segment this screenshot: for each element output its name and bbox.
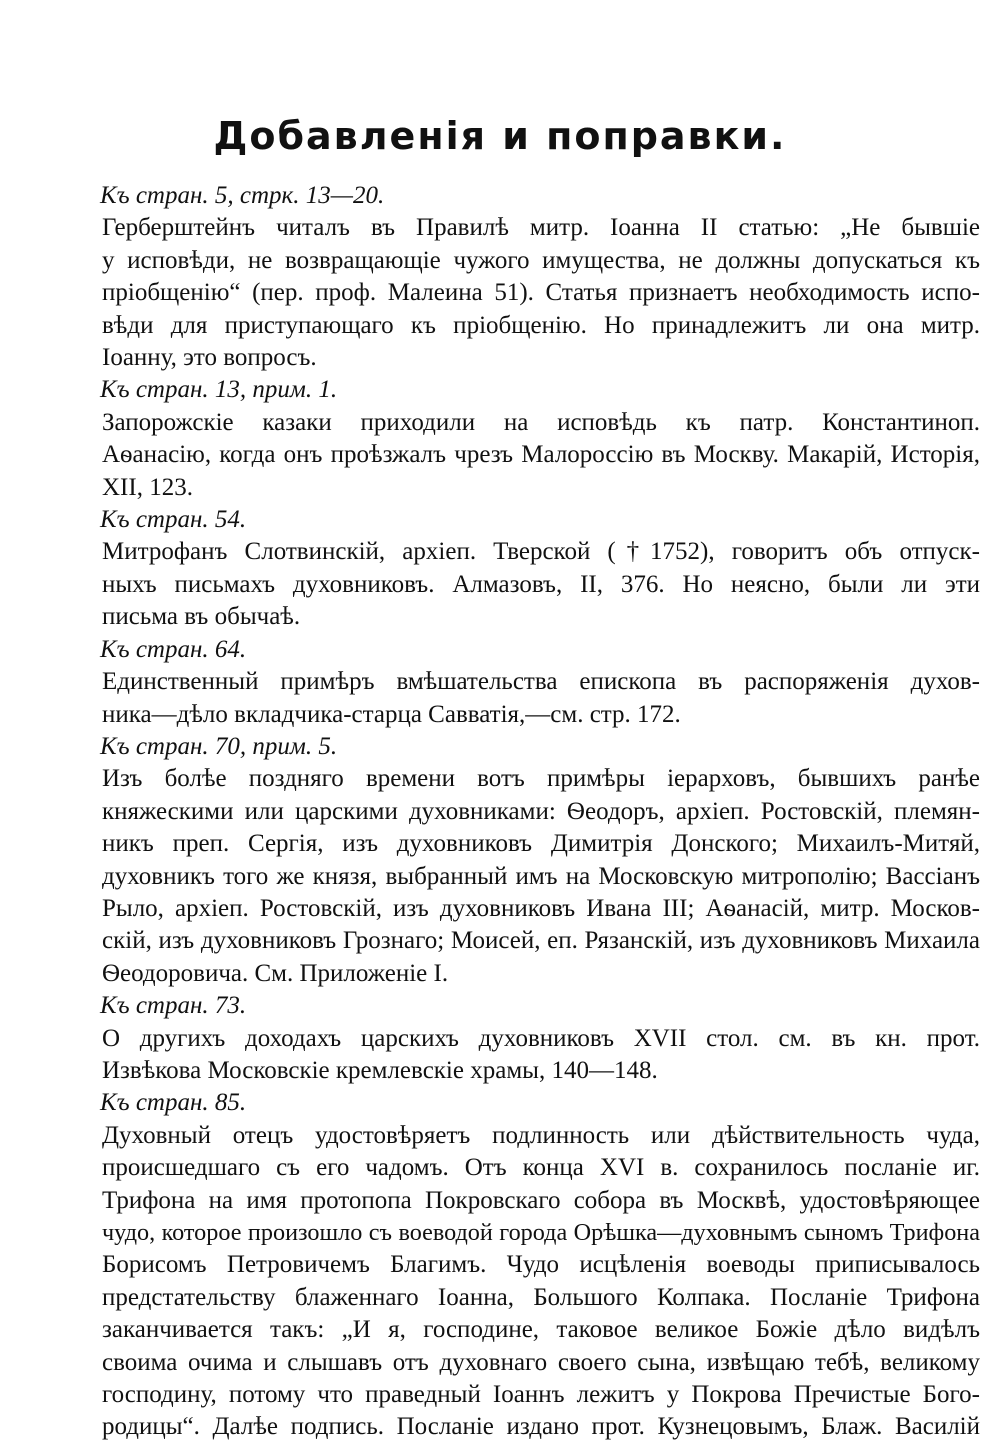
text-line: предстательству блаженнаго Іоанна, Большого Колпака. Посланіе Трифона	[102, 1283, 980, 1311]
section-1	[100, 180, 980, 374]
section-reference: Къ стран. 64.	[100, 635, 247, 663]
text-line: заканчивается такъ: „И я, господине, таковое великое Божіе дѣло видѣлъ	[102, 1316, 980, 1344]
text-line: у исповѣди, не возвращающіе чужого имущества, не должны допускаться къ	[102, 246, 980, 274]
page-title: Добавленія и поправки.	[213, 114, 787, 159]
section-5	[100, 731, 980, 990]
section-reference: Къ стран. 70, прим. 5.	[100, 732, 338, 760]
text-line: духовникъ того же князя, выбранный имъ на Московскую митрополію; Вассіанъ	[102, 862, 980, 890]
text-line: пріобщенію“ (пер. проф. Малеина 51). Статья признаетъ необходимость испо-	[102, 279, 980, 307]
section-reference: Къ стран. 73.	[100, 992, 247, 1020]
section-paragraph	[100, 1120, 980, 1444]
section-reference: Къ стран. 85.	[100, 1089, 247, 1117]
section-reference: Къ стран. 54.	[100, 506, 247, 534]
text-line: Трифона на имя протопопа Покровскаго собора въ Москвѣ, удостовѣряющее	[102, 1186, 980, 1214]
section-paragraph	[100, 407, 980, 504]
text-line: своима очима и слышавъ отъ духовнаго своего сына, извѣщаю тебѣ, великому	[102, 1348, 980, 1376]
text-line: Духовный отецъ удостовѣряетъ подлинность или дѣйствительность чуда,	[102, 1121, 980, 1149]
text-line: Извѣкова Московскіе кремлевскіе храмы, 140—148.	[102, 1056, 658, 1084]
text-line: Изъ болѣе поздняго времени вотъ примѣры іерарховъ, бывшихъ ранѣе	[102, 765, 980, 793]
text-line: ника—дѣло вкладчика-старца Савватія,—см. стр. 172.	[102, 700, 681, 728]
text-line: княжескими или царскими духовниками: Ѳеодоръ, архіеп. Ростовскій, племян-	[102, 797, 980, 825]
section-paragraph	[100, 1023, 980, 1088]
text-body	[100, 180, 980, 1444]
section-paragraph	[100, 763, 980, 990]
text-line: Митрофанъ Слотвинскій, архіеп. Тверской (†1752), говоритъ объ отпуск-	[102, 538, 980, 566]
section-paragraph	[100, 666, 980, 731]
text-line: родицы“. Далѣе подпись. Посланіе издано прот. Кузнецовымъ, Блаж. Василій	[102, 1413, 980, 1441]
text-line: Ѳеодоровича. См. Приложеніе I.	[102, 959, 449, 987]
text-line: Іоанну, это вопросъ.	[102, 344, 317, 372]
section-6	[100, 990, 980, 1087]
text-line: Запорожскіе казаки приходили на исповѣдь къ патр. Константиноп.	[102, 408, 980, 436]
section-7	[100, 1087, 980, 1443]
text-line: О другихъ доходахъ царскихъ духовниковъ XVII стол. см. въ кн. прот.	[102, 1024, 980, 1052]
section-paragraph	[100, 212, 980, 374]
section-reference: Къ стран. 13, прим. 1.	[100, 376, 338, 404]
text-line: Борисомъ Петровичемъ Благимъ. Чудо исцѣленія воеводы приписывалось	[102, 1251, 980, 1279]
text-line: ныхъ письмахъ духовниковъ. Алмазовъ, II, 376. Но неясно, были ли эти	[102, 570, 980, 598]
text-line: происшедшаго съ его чадомъ. Отъ конца XVI в. сохранилось посланіе иг.	[102, 1154, 980, 1182]
section-2	[100, 374, 980, 504]
section-3	[100, 504, 980, 634]
text-line: письма въ обычаѣ.	[102, 603, 301, 631]
text-line: Рыло, архіеп. Ростовскій, изъ духовниковъ Ивана III; Аѳанасій, митр. Москов-	[102, 894, 980, 922]
section-paragraph	[100, 536, 980, 633]
text-line: господину, потому что праведный Іоаннъ лежитъ у Покрова Пречистые Бого-	[102, 1381, 980, 1409]
section-4	[100, 634, 980, 731]
text-line: чудо, которое произошло съ воеводой города Орѣшка—духовнымъ сыномъ Трифона	[102, 1219, 980, 1246]
text-line: Аѳанасію, когда онъ проѣзжалъ чрезъ Малороссію въ Москву. Макарій, Исторія,	[102, 441, 980, 469]
section-reference: Къ стран. 5, стрк. 13—20.	[100, 182, 385, 209]
text-line: скій, изъ духовниковъ Грознаго; Моисей, еп. Рязанскій, изъ духовниковъ Михаила	[102, 927, 980, 955]
text-line: XII, 123.	[102, 473, 193, 501]
text-line: вѣди для приступающаго къ пріобщенію. Но принадлежитъ ли она митр.	[102, 311, 980, 339]
text-line: Единственный примѣръ вмѣшательства епископа въ распоряженія духов-	[102, 668, 980, 696]
text-line: никъ преп. Сергія, изъ духовниковъ Димитрія Донского; Михаилъ-Митяй,	[102, 830, 980, 858]
text-line: Герберштейнъ читалъ въ Правилѣ митр. Іоанна II статью: „Не бывшіе	[102, 214, 980, 242]
